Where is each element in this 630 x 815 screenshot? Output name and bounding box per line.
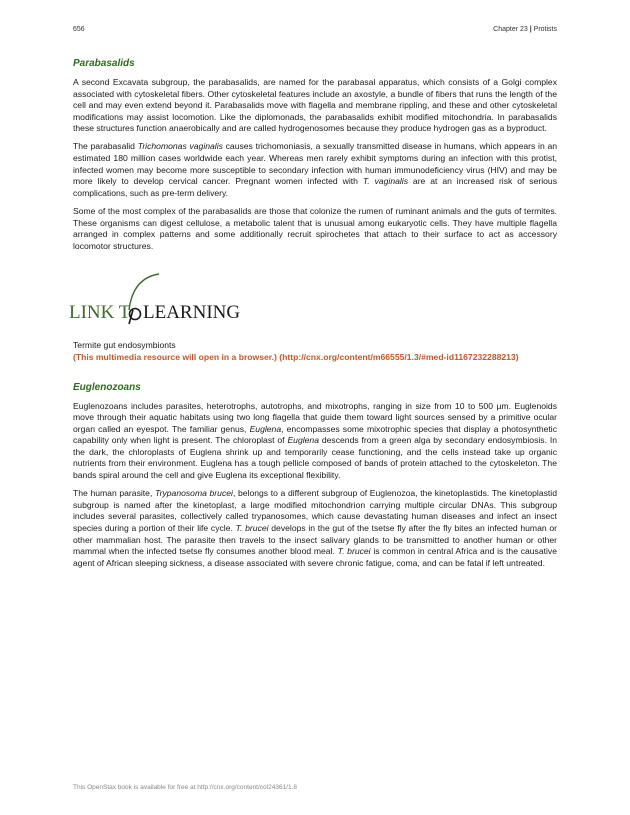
text-run: , encompasses some mixotrophic species that display a photosynthetic capability only when light is present. The chloroplast of bbox=[73, 423, 557, 446]
text-run: causes trichomoniasis, a sexually transmitted disease in humans, which appears in an estimated 180 million cases worldwide each year. Whereas men rarely exhibit symptoms during an infection with this protist, infected women may become more susceptible to secondary infection with human immunodeficiency virus (HIV) and may be more likely to develop cervical cancer. Pregnant women infected with bbox=[73, 141, 558, 187]
species-name: T. vaginalis bbox=[362, 176, 409, 187]
media-resource bbox=[73, 340, 557, 363]
logo-text-learning: LEARNING bbox=[143, 302, 241, 324]
page-header bbox=[73, 26, 557, 38]
main-content bbox=[69, 58, 558, 576]
genus-name: Euglena bbox=[287, 435, 319, 446]
species-name: T. brucei bbox=[235, 522, 269, 533]
media-title: Termite gut endosymbionts bbox=[73, 340, 176, 351]
chapter-label: Chapter 23 bbox=[493, 26, 528, 33]
section-title-euglenozoans: Euglenozoans bbox=[73, 381, 141, 393]
chapter-separator: | bbox=[527, 26, 534, 33]
chapter-title: Protists bbox=[533, 26, 557, 33]
text-run: is common in central Africa and is the causative agent of African sleeping sickness, a disease associated with severe chronic fatigue, coma, and can be fatal if left untreated. bbox=[73, 546, 557, 568]
page-number: 656 bbox=[73, 26, 85, 33]
paragraph bbox=[73, 141, 557, 199]
chapter-heading bbox=[493, 26, 557, 33]
text-run: are at an increased risk of serious complications, such as pre-term delivery. bbox=[73, 176, 557, 198]
page-footer: This OpenStax book is available for free at http://cnx.org/content/col24361/1.8 bbox=[73, 784, 298, 791]
text-run: The parabasalid bbox=[73, 141, 138, 152]
section-title-parabasalids: Parabasalids bbox=[73, 58, 135, 69]
link-to-learning-logo bbox=[69, 270, 557, 328]
paragraph bbox=[73, 401, 557, 482]
media-link[interactable]: (This multimedia resource will open in a browser.) (http://cnx.org/content/m66555/1.3/#med-id1167232288213) bbox=[73, 351, 519, 362]
text-run: descends from a green alga by secondary endosymbiosis. In the dark, the chloroplasts of Euglena shrink up and temporarily cease functioning, and the cells instead take up organic nutrients from their environment. Euglena has a tough pellicle composed of bands of protein attached to the cytoskeleton. The bands spiral around the cell and give Euglena its exceptional flexibility. bbox=[73, 435, 558, 481]
logo-text-link: LINK T bbox=[69, 302, 131, 324]
text-run: develops in the gut of the tsetse fly after the fly bites an infected human or other mammalian host. The parasite then travels to the insect salivary glands to be transmitted to another human or other mammal when the infected tsetse fly consumes another blood meal. bbox=[73, 522, 557, 557]
text-run: Euglenozoans includes parasites, heterotrophs, autotrophs, and mixotrophs, ranging in size from 10 to 500 µm. Euglenoids move through their aquatic habitats using two long flagella that guide them toward light sources sensed by a primitive ocular organ called an eyespot. The familiar genus, bbox=[73, 400, 557, 434]
paragraph bbox=[73, 488, 557, 569]
link-to-learning-logo-graphic bbox=[69, 270, 249, 328]
text-run: , belongs to a different subgroup of Euglenozoa, the kinetoplastids. The kinetoplastid subgroup is named after the kinetoplast, a large modified mitochondrion carrying multiple circular DNAs. This subgroup includes several parasites, collectively called trypanosomes, which cause devastating human diseases and infect an insect species during a portion of their life cycle. bbox=[73, 488, 557, 533]
species-name: T. brucei bbox=[337, 546, 371, 557]
text-run: The human parasite, bbox=[73, 488, 155, 499]
species-name: Trypanosoma brucei bbox=[154, 488, 233, 499]
section-euglenozoans bbox=[73, 382, 557, 570]
paragraph: Some of the most complex of the parabasalids are those that colonize the rumen of ruminant animals and the guts of termites. These organisms can digest cellulose, a metabolic talent that is unusual among eukaryotic cells. They have multiple flagella arranged in complex patterns and some additionally recruit spirochetes that attach to their surface to act as accessory locomotor structures. bbox=[73, 205, 557, 251]
species-name: Trichomonas vaginalis bbox=[137, 141, 223, 152]
paragraph: A second Excavata subgroup, the parabasalids, are named for the parabasal apparatus, which consists of a Golgi complex associated with cytoskeletal fibers. Other cytoskeletal features include an axostyle, a bundle of fibers that runs the length of the cell and may even extend beyond it. Parabasalids move with flagella and membrane rippling, and these and other cytoskeletal modifications may assist locomotion. Like the diplomonads, the parabasalids exhibit modified mitochondria. In parabasalids these structures function anaerobically and are called hydrogenosomes because they produce hydrogen gas as a byproduct. bbox=[73, 77, 557, 134]
genus-name: Euglena bbox=[249, 423, 282, 434]
